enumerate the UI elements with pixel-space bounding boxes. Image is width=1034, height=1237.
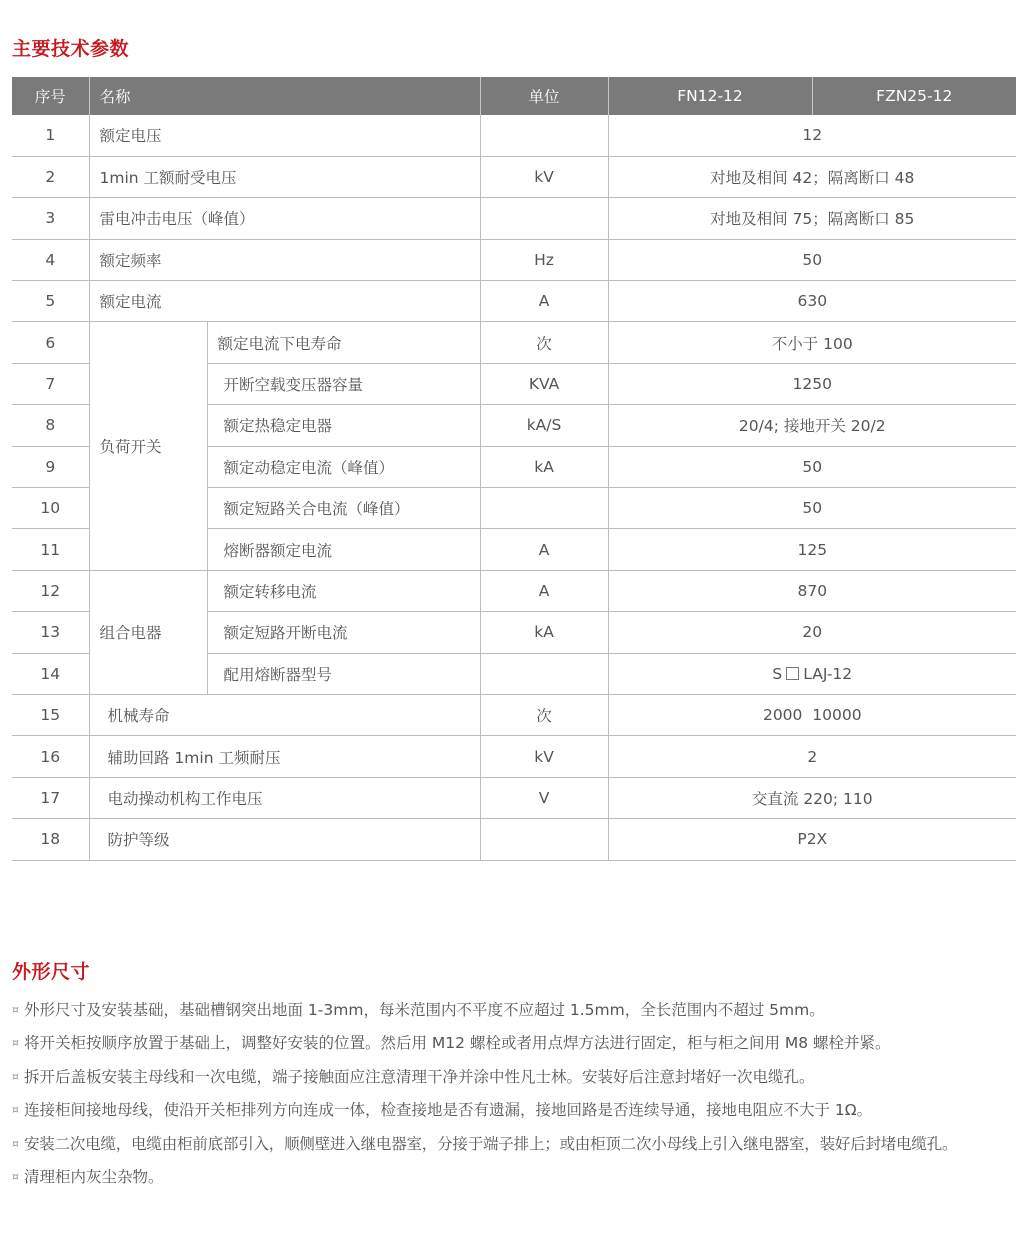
params-table xyxy=(12,77,1016,861)
bullet-icon: ¤ xyxy=(12,1103,19,1117)
row-unit xyxy=(480,115,608,156)
row-no: 16 xyxy=(12,736,89,777)
row-unit: A xyxy=(480,570,608,611)
row-name: 额定电流下电寿命 xyxy=(207,322,480,363)
header-no: 序号 xyxy=(12,77,89,115)
table-row xyxy=(12,239,1016,280)
installation-list xyxy=(12,996,1027,1196)
list-item xyxy=(12,1063,1027,1096)
row-unit: kV xyxy=(480,736,608,777)
row-unit xyxy=(480,653,608,694)
row-value: 125 xyxy=(608,529,1016,570)
group-combo: 组合电器 xyxy=(89,570,207,694)
group-load-switch: 负荷开关 xyxy=(89,322,207,570)
header-model-fzn25: FZN25-12 xyxy=(812,77,1016,115)
row-name: 防护等级 xyxy=(89,819,480,860)
row-value: 12 xyxy=(608,115,1016,156)
row-unit: kV xyxy=(480,156,608,197)
row-no: 5 xyxy=(12,281,89,322)
row-unit: 次 xyxy=(480,694,608,735)
row-value: 50 xyxy=(608,239,1016,280)
row-value: 50 xyxy=(608,446,1016,487)
list-item-text: 安装二次电缆，电缆由柜前底部引入，顺侧壁进入继电器室，分接于端子排上；或由柜顶二次小母线上引入继电器室，装好后封堵电缆孔。 xyxy=(24,1134,958,1153)
row-value: 20/4; 接地开关 20/2 xyxy=(608,405,1016,446)
table-row xyxy=(12,570,1016,611)
bullet-icon: ¤ xyxy=(12,1003,19,1016)
row-no: 17 xyxy=(12,777,89,818)
row-no: 12 xyxy=(12,570,89,611)
row-value: 对地及相间 42；隔离断口 48 xyxy=(608,156,1016,197)
list-item-text: 拆开后盖板安装主母线和一次电缆，端子接触面应注意清理干净并涂中性凡士林。安装好后注意封堵好一次电缆孔。 xyxy=(24,1067,815,1086)
row-no: 1 xyxy=(12,115,89,156)
fuse-model-suffix: LAJ-12 xyxy=(803,664,853,683)
table-header-row xyxy=(12,77,1016,115)
header-name: 名称 xyxy=(89,77,480,115)
list-item-text: 将开关柜按顺序放置于基础上，调整好安装的位置。然后用 M12 螺栓或者用点焊方法进行固定，柜与柜之间用 M8 螺栓并紧。 xyxy=(24,1034,891,1053)
row-name: 额定频率 xyxy=(89,239,480,280)
row-unit: A xyxy=(480,281,608,322)
row-value: 630 xyxy=(608,281,1016,322)
table-row xyxy=(12,156,1016,197)
row-unit: kA/S xyxy=(480,405,608,446)
row-name: 额定短路开断电流 xyxy=(207,612,480,653)
row-no: 7 xyxy=(12,363,89,404)
bullet-icon: ¤ xyxy=(12,1136,19,1150)
row-no: 3 xyxy=(12,198,89,239)
row-value: 1250 xyxy=(608,363,1016,404)
row-no: 15 xyxy=(12,694,89,735)
row-no: 8 xyxy=(12,405,89,446)
row-name: 额定动稳定电流（峰值） xyxy=(207,446,480,487)
row-unit xyxy=(480,198,608,239)
row-name: 额定短路关合电流（峰值） xyxy=(207,488,480,529)
row-name: 配用熔断器型号 xyxy=(207,653,480,694)
row-name: 雷电冲击电压（峰值） xyxy=(89,198,480,239)
row-unit: 次 xyxy=(480,322,608,363)
row-value: 870 xyxy=(608,570,1016,611)
row-value: 不小于 100 xyxy=(608,322,1016,363)
row-unit: V xyxy=(480,777,608,818)
row-name: 1min 工额耐受电压 xyxy=(89,156,480,197)
row-unit: kA xyxy=(480,612,608,653)
list-item xyxy=(12,996,1027,1029)
row-no: 4 xyxy=(12,239,89,280)
table-row xyxy=(12,115,1016,156)
list-item-text: 外形尺寸及安装基础，基础槽钢突出地面 1-3mm，每米范围内不平度不应超过 1.5mm，全长范围内不超过 5mm。 xyxy=(24,1001,825,1019)
row-unit xyxy=(480,819,608,860)
row-value: 2000 10000 xyxy=(608,694,1016,735)
row-value: 50 xyxy=(608,488,1016,529)
table-row xyxy=(12,198,1016,239)
table-row xyxy=(12,281,1016,322)
fuse-model-prefix: S xyxy=(772,664,783,683)
table-row xyxy=(12,777,1016,818)
row-name: 电动操动机构工作电压 xyxy=(89,777,480,818)
row-no: 6 xyxy=(12,322,89,363)
list-item-text: 连接柜间接地母线，使沿开关柜排列方向连成一体，检查接地是否有遗漏，接地回路是否连续导通，接地电阻应不大于 1Ω。 xyxy=(24,1101,873,1120)
row-name: 机械寿命 xyxy=(89,694,480,735)
bullet-icon: ¤ xyxy=(12,1069,19,1083)
row-no: 13 xyxy=(12,612,89,653)
list-item xyxy=(12,1029,1027,1062)
row-unit xyxy=(480,488,608,529)
row-name: 额定热稳定电器 xyxy=(207,405,480,446)
row-unit: kA xyxy=(480,446,608,487)
list-item-text: 清理柜内灰尘杂物。 xyxy=(24,1167,164,1186)
row-value xyxy=(608,653,1016,694)
table-row xyxy=(12,819,1016,860)
section-title-params: 主要技术参数 xyxy=(12,38,130,60)
bullet-icon: ¤ xyxy=(12,1036,19,1050)
list-item xyxy=(12,1130,1027,1163)
table-row xyxy=(12,322,1016,363)
square-icon xyxy=(786,667,799,680)
row-value: P2X xyxy=(608,819,1016,860)
row-name: 额定电压 xyxy=(89,115,480,156)
row-name: 额定电流 xyxy=(89,281,480,322)
row-no: 11 xyxy=(12,529,89,570)
header-unit: 单位 xyxy=(480,77,608,115)
row-no: 10 xyxy=(12,488,89,529)
section-title-dimensions: 外形尺寸 xyxy=(12,961,91,983)
table-row xyxy=(12,694,1016,735)
row-value: 2 xyxy=(608,736,1016,777)
row-no: 2 xyxy=(12,156,89,197)
row-value: 20 xyxy=(608,612,1016,653)
row-name: 开断空载变压器容量 xyxy=(207,363,480,404)
row-name: 额定转移电流 xyxy=(207,570,480,611)
list-item xyxy=(12,1163,1027,1196)
row-unit: Hz xyxy=(480,239,608,280)
row-no: 18 xyxy=(12,819,89,860)
row-value: 交直流 220; 110 xyxy=(608,777,1016,818)
row-unit: A xyxy=(480,529,608,570)
row-no: 9 xyxy=(12,446,89,487)
table-row xyxy=(12,736,1016,777)
header-model-fn12: FN12-12 xyxy=(608,77,812,115)
row-value: 对地及相间 75；隔离断口 85 xyxy=(608,198,1016,239)
row-name: 辅助回路 1min 工频耐压 xyxy=(89,736,480,777)
row-no: 14 xyxy=(12,653,89,694)
row-name: 熔断器额定电流 xyxy=(207,529,480,570)
row-unit: KVA xyxy=(480,363,608,404)
list-item xyxy=(12,1096,1027,1129)
bullet-icon: ¤ xyxy=(12,1169,19,1183)
